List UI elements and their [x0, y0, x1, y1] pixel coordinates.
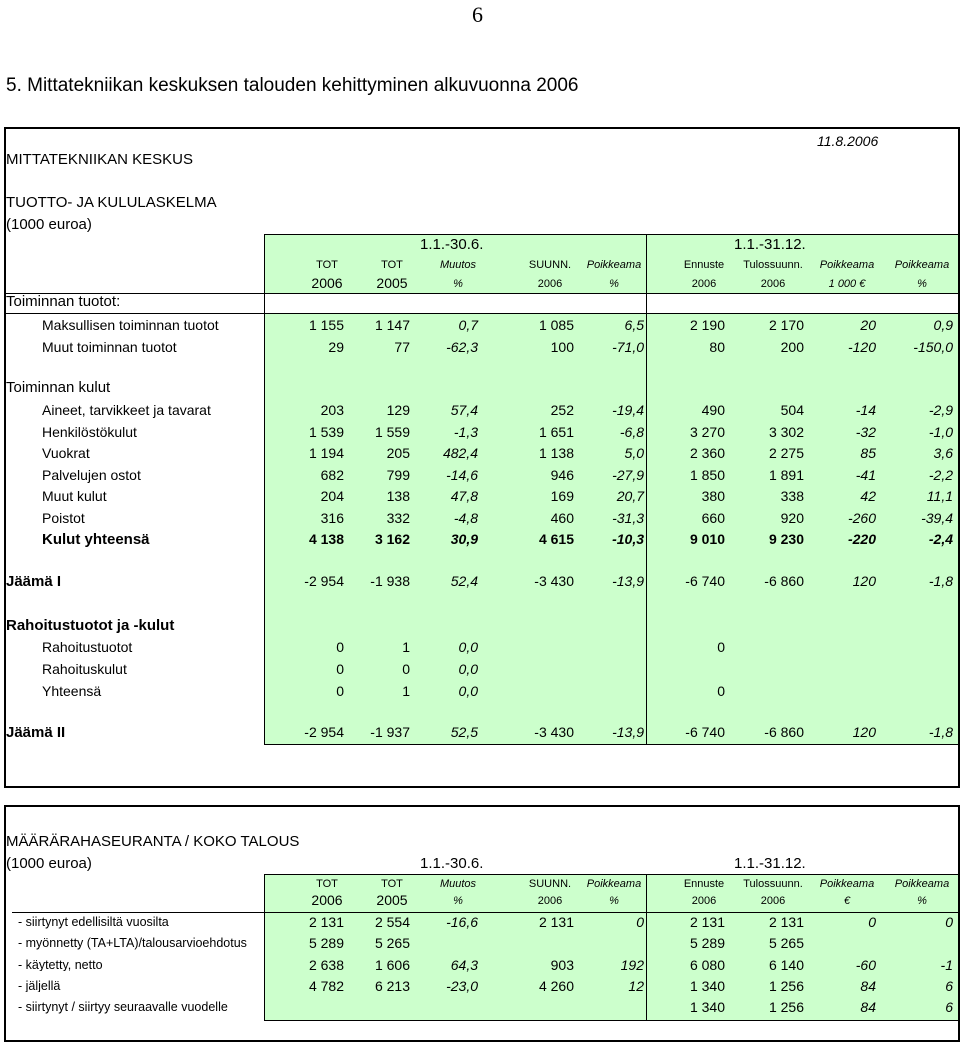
- cell-2: 0,0: [458, 683, 478, 699]
- t2-col-subheader-4: %: [609, 895, 619, 907]
- section-income: Toiminnan tuotot:: [6, 293, 121, 310]
- t2-row-label: - siirtynyt edellisiltä vuosilta: [18, 916, 169, 929]
- cell-5: -6 740: [685, 573, 725, 589]
- cell-5: 660: [701, 509, 725, 526]
- cell-0: 29: [328, 339, 344, 355]
- row-label: Muut toiminnan tuotot: [42, 339, 177, 355]
- cell-7: 120: [852, 724, 876, 740]
- cell-6: 2 170: [768, 317, 804, 333]
- cell-8: -2,9: [928, 402, 953, 418]
- cell-0: 2 638: [308, 956, 344, 973]
- cell-1: 0: [402, 661, 410, 677]
- cell-2: -14,6: [446, 466, 478, 483]
- cell-3: 1 138: [538, 445, 574, 461]
- cell-2: 52,4: [450, 573, 478, 589]
- row-label: Rahoitustuotot: [42, 639, 133, 655]
- row-label: Muut kulut: [42, 488, 107, 504]
- t2-row-label: - jäljellä: [18, 979, 61, 993]
- col-subheader-0: 2006: [311, 275, 343, 291]
- cell-6: 200: [780, 339, 804, 355]
- cell-8: -1,0: [928, 423, 953, 440]
- t2-col-subheader-2: %: [453, 895, 463, 907]
- cell-3: 4 260: [538, 977, 574, 994]
- cell-3: 1 085: [538, 317, 574, 333]
- col-header-7: Poikkeama: [819, 259, 875, 271]
- cell-3: 100: [550, 339, 574, 355]
- cell-1: 138: [386, 488, 410, 504]
- cell-7: -260: [847, 509, 876, 526]
- cell-6: 920: [780, 509, 804, 526]
- cell-5: 2 131: [689, 914, 725, 930]
- cell-3: 169: [550, 488, 574, 504]
- cell-1: 2 554: [374, 914, 410, 930]
- cell-5: 0: [717, 683, 725, 699]
- cell-4: -10,3: [612, 531, 644, 547]
- col-header-8: Poikkeama: [894, 259, 950, 271]
- cell-2: 64,3: [450, 956, 478, 973]
- col-header-1: TOT: [381, 259, 403, 271]
- cell-8: -1,8: [928, 724, 953, 740]
- cell-4: -27,9: [612, 466, 644, 483]
- cell-0: 316: [320, 509, 344, 526]
- rule-h2-head: [12, 912, 960, 913]
- cell-1: 799: [386, 466, 410, 483]
- cell-8: 3,6: [933, 445, 953, 461]
- cell-4: -71,0: [612, 339, 644, 355]
- section-costs: Toiminnan kulut: [6, 379, 111, 396]
- org-name: MITTATEKNIIKAN KESKUS: [6, 151, 193, 168]
- cell-4: -13,9: [612, 724, 644, 740]
- table2-unit: (1000 euroa): [6, 855, 92, 872]
- cell-8: -150,0: [913, 339, 953, 355]
- cell-0: 0: [336, 661, 344, 677]
- cell-0: 682: [320, 466, 344, 483]
- cell-7: 0: [868, 914, 876, 930]
- data-shade: [264, 314, 958, 744]
- cell-4: 12: [628, 977, 644, 994]
- cell-3: -3 430: [534, 573, 574, 589]
- t2-col-subheader-7: €: [843, 895, 851, 907]
- cell-7: 20: [860, 317, 876, 333]
- cell-6: 1 256: [768, 977, 804, 994]
- cell-1: 6 213: [374, 977, 410, 994]
- rule-v2-2: [958, 874, 959, 1020]
- t2-col-header-2: Muutos: [439, 878, 477, 890]
- rule-h-0: [264, 234, 958, 235]
- cell-3: 252: [550, 402, 574, 418]
- cell-6: 2 131: [768, 914, 804, 930]
- cell-7: 42: [860, 488, 876, 504]
- cell-3: 460: [550, 509, 574, 526]
- cell-5: 5 289: [689, 935, 725, 952]
- cell-8: 0: [945, 914, 953, 930]
- cell-1: 1 606: [374, 956, 410, 973]
- cell-2: -4,8: [453, 509, 478, 526]
- col-subheader-8: %: [917, 278, 927, 290]
- cell-6: 9 230: [768, 531, 804, 547]
- row-label: Rahoituskulut: [42, 661, 127, 677]
- row-label: Vuokrat: [42, 445, 90, 461]
- t2-col-header-7: Poikkeama: [819, 878, 875, 890]
- rule-v-2: [958, 234, 959, 744]
- cell-5: 9 010: [689, 531, 725, 547]
- t2-col-header-4: Poikkeama: [586, 878, 642, 890]
- rule-h-2: [6, 313, 958, 314]
- col-subheader-3: 2006: [537, 278, 563, 290]
- appropriation-table: [4, 805, 960, 1042]
- cell-8: -2,4: [928, 531, 953, 547]
- cell-6: 504: [780, 402, 804, 418]
- cell-7: -120: [847, 339, 876, 355]
- cell-2: 30,9: [450, 531, 478, 547]
- col-header-6: Tulossuunn.: [743, 259, 803, 271]
- cell-5: 490: [701, 402, 725, 418]
- cell-0: -2 954: [304, 724, 344, 740]
- col-subheader-5: 2006: [691, 278, 717, 290]
- cell-1: 1 559: [374, 423, 410, 440]
- cell-7: 120: [852, 573, 876, 589]
- cell-0: 1 539: [308, 423, 344, 440]
- col-subheader-7: 1 000 €: [828, 278, 866, 290]
- cell-5: 3 270: [689, 423, 725, 440]
- cell-5: 2 360: [689, 445, 725, 461]
- col-subheader-6: 2006: [760, 278, 786, 290]
- t2-col-header-3: SUUNN.: [528, 878, 572, 890]
- cell-0: 2 131: [308, 914, 344, 930]
- cell-5: 1 340: [689, 977, 725, 994]
- cell-6: 338: [780, 488, 804, 504]
- t2-col-subheader-8: %: [917, 895, 927, 907]
- unit-label: (1000 euroa): [6, 216, 92, 233]
- cell-6: 5 265: [768, 935, 804, 952]
- cell-4: 192: [620, 956, 644, 973]
- t2-row-label: - siirtynyt / siirtyy seuraavalle vuodelle: [18, 1001, 228, 1014]
- cell-6: 3 302: [768, 423, 804, 440]
- row-label: Henkilöstökulut: [42, 423, 137, 440]
- section-heading: 5. Mittatekniikan keskuksen talouden kehittyminen alkuvuonna 2006: [6, 75, 579, 96]
- cell-6: 1 891: [768, 466, 804, 483]
- cell-4: 6,5: [624, 317, 644, 333]
- cell-1: 77: [394, 339, 410, 355]
- table2-period-1: 1.1.-30.6.: [420, 855, 484, 872]
- col-subheader-4: %: [609, 278, 619, 290]
- table2-period-2: 1.1.-31.12.: [734, 855, 806, 872]
- cell-7: -32: [855, 423, 876, 440]
- row-label: Jäämä II: [6, 724, 66, 741]
- cell-8: -2,2: [928, 466, 953, 483]
- cell-1: 5 265: [374, 935, 410, 952]
- rule-h2-bottom: [264, 1020, 958, 1021]
- cell-7: 84: [860, 999, 876, 1016]
- cell-1: 129: [386, 402, 410, 418]
- cell-2: 0,0: [458, 639, 478, 655]
- rule-h-1: [6, 293, 958, 294]
- cell-1: 1: [402, 639, 410, 655]
- cell-2: 52,5: [450, 724, 478, 740]
- row-label: Aineet, tarvikkeet ja tavarat: [42, 402, 211, 418]
- cell-0: 0: [336, 683, 344, 699]
- section-fin: Rahoitustuotot ja -kulut: [6, 617, 175, 634]
- cell-3: 1 651: [538, 423, 574, 440]
- cell-5: 380: [701, 488, 725, 504]
- cell-5: 80: [709, 339, 725, 355]
- cell-0: 0: [336, 639, 344, 655]
- cell-2: 0,7: [458, 317, 478, 333]
- report-date: 11.8.2006: [817, 133, 879, 149]
- cell-1: -1 938: [370, 573, 410, 589]
- page-number: 6: [472, 2, 483, 27]
- cell-6: 6 140: [768, 956, 804, 973]
- cell-1: -1 937: [370, 724, 410, 740]
- cell-1: 1 147: [374, 317, 410, 333]
- cell-7: -60: [855, 956, 876, 973]
- cell-8: -39,4: [921, 509, 953, 526]
- row-label: Kulut yhteensä: [42, 531, 150, 548]
- cell-5: 6 080: [689, 956, 725, 973]
- cell-4: -6,8: [619, 423, 644, 440]
- rule-h-3: [264, 744, 958, 745]
- cell-0: 1 155: [308, 317, 344, 333]
- cell-2: -1,3: [453, 423, 478, 440]
- cell-5: -6 740: [685, 724, 725, 740]
- cell-3: 946: [550, 466, 574, 483]
- cell-8: 6: [945, 999, 953, 1016]
- cell-2: -62,3: [446, 339, 478, 355]
- rule-h2-top: [264, 874, 958, 875]
- t2-row-label: - käytetty, netto: [18, 958, 103, 972]
- cell-7: 84: [860, 977, 876, 994]
- period-2: 1.1.-31.12.: [734, 236, 806, 253]
- t2-col-header-1: TOT: [381, 878, 403, 890]
- t2-col-header-6: Tulossuunn.: [743, 878, 803, 890]
- cell-4: -31,3: [612, 509, 644, 526]
- cell-7: -220: [847, 531, 876, 547]
- cell-5: 1 340: [689, 999, 725, 1016]
- t2-col-subheader-6: 2006: [760, 895, 786, 907]
- cell-0: 203: [320, 402, 344, 418]
- cell-4: 5,0: [624, 445, 644, 461]
- t2-col-subheader-1: 2005: [376, 892, 408, 908]
- cell-8: -1: [940, 956, 953, 973]
- col-header-3: SUUNN.: [528, 259, 572, 271]
- col-header-4: Poikkeama: [586, 259, 642, 271]
- cell-2: 482,4: [442, 445, 478, 461]
- cell-6: 2 275: [768, 445, 804, 461]
- cell-4: -13,9: [612, 573, 644, 589]
- cell-2: 47,8: [450, 488, 478, 504]
- t2-col-subheader-5: 2006: [691, 895, 717, 907]
- cell-6: -6 860: [764, 724, 804, 740]
- col-header-0: TOT: [316, 259, 338, 271]
- cell-0: -2 954: [304, 573, 344, 589]
- cell-0: 1 194: [308, 445, 344, 461]
- cell-1: 332: [386, 509, 410, 526]
- cell-8: 0,9: [933, 317, 953, 333]
- t2-col-header-5: Ennuste: [683, 878, 725, 890]
- cell-2: 57,4: [450, 402, 478, 418]
- cell-2: -16,6: [446, 914, 478, 930]
- cell-8: 11,1: [926, 488, 953, 504]
- cell-6: -6 860: [764, 573, 804, 589]
- t2-col-header-0: TOT: [316, 878, 338, 890]
- cell-4: 0: [636, 914, 644, 930]
- row-label: Poistot: [42, 509, 85, 526]
- cell-1: 205: [386, 445, 410, 461]
- cell-5: 2 190: [689, 317, 725, 333]
- cell-3: 4 615: [538, 531, 574, 547]
- row-label: Yhteensä: [42, 683, 102, 699]
- cell-3: 903: [550, 956, 574, 973]
- cell-8: 6: [945, 977, 953, 994]
- t2-row-label: - myönnetty (TA+LTA)/talousarvioehdotus: [18, 937, 247, 950]
- col-header-2: Muutos: [439, 259, 477, 271]
- row-label: Palvelujen ostot: [42, 466, 141, 483]
- row-label: Jäämä I: [6, 573, 62, 590]
- cell-6: 1 256: [768, 999, 804, 1016]
- table2-title: MÄÄRÄRAHASEURANTA / KOKO TALOUS: [6, 833, 300, 850]
- period-1: 1.1.-30.6.: [420, 236, 484, 253]
- cell-7: 85: [860, 445, 876, 461]
- cell-7: -14: [855, 402, 876, 418]
- table-title: TUOTTO- JA KULULASKELMA: [6, 194, 217, 211]
- t2-col-header-8: Poikkeama: [894, 878, 950, 890]
- t2-col-subheader-3: 2006: [537, 895, 563, 907]
- cell-0: 204: [320, 488, 344, 504]
- cell-4: 20,7: [616, 488, 644, 504]
- cell-2: 0,0: [458, 661, 478, 677]
- cell-8: -1,8: [928, 573, 953, 589]
- cell-0: 5 289: [308, 935, 344, 952]
- income-statement-table: [4, 127, 960, 788]
- cell-0: 4 782: [308, 977, 344, 994]
- cell-2: -23,0: [446, 977, 478, 994]
- col-subheader-2: %: [453, 278, 463, 290]
- cell-5: 1 850: [689, 466, 725, 483]
- cell-3: -3 430: [534, 724, 574, 740]
- cell-7: -41: [855, 466, 876, 483]
- cell-1: 3 162: [374, 531, 410, 547]
- cell-5: 0: [717, 639, 725, 655]
- cell-4: -19,4: [612, 402, 644, 418]
- t2-col-subheader-0: 2006: [311, 892, 343, 908]
- cell-1: 1: [402, 683, 410, 699]
- cell-0: 4 138: [308, 531, 344, 547]
- row-label: Maksullisen toiminnan tuotot: [42, 317, 219, 333]
- col-subheader-1: 2005: [376, 275, 408, 291]
- cell-3: 2 131: [538, 914, 574, 930]
- col-header-5: Ennuste: [683, 259, 725, 271]
